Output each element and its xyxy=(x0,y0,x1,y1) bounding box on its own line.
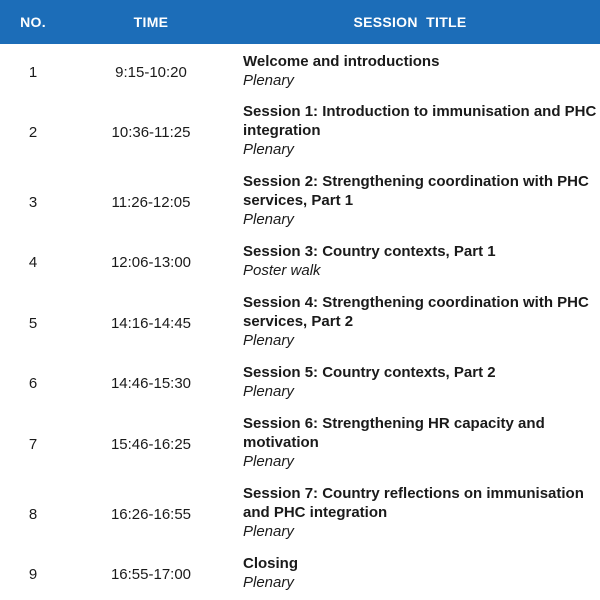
row-time: 14:46-15:30 xyxy=(110,374,192,392)
session-title: Session 3: Country contexts, Part 1 xyxy=(243,243,496,260)
table-row xyxy=(0,484,600,544)
session-format: Plenary xyxy=(243,72,294,89)
row-number: 1 xyxy=(28,63,38,81)
row-session xyxy=(236,172,600,232)
header-session-title: SESSION TITLE xyxy=(353,14,467,30)
session-title: Closing xyxy=(243,555,298,572)
table-row xyxy=(0,52,600,92)
row-number: 6 xyxy=(28,374,38,392)
row-number: 2 xyxy=(28,123,38,141)
row-time: 14:16-14:45 xyxy=(110,314,192,332)
session-title: Welcome and introductions xyxy=(243,53,440,70)
table-row xyxy=(0,102,600,162)
row-session xyxy=(236,242,600,282)
session-format: Plenary xyxy=(243,574,294,591)
session-format: Plenary xyxy=(243,383,294,400)
row-time: 9:15-10:20 xyxy=(115,63,187,81)
session-title: Session 6: Strengthening HR capacity and motivation xyxy=(243,415,545,451)
row-number: 9 xyxy=(28,565,38,583)
table-row xyxy=(0,293,600,353)
row-session xyxy=(236,52,600,92)
table-row xyxy=(0,414,600,474)
row-number: 7 xyxy=(28,435,38,453)
session-format: Poster walk xyxy=(243,262,321,279)
row-time: 11:26-12:05 xyxy=(111,193,191,211)
table-row xyxy=(0,172,600,232)
table-row xyxy=(0,363,600,403)
row-number: 8 xyxy=(28,505,38,523)
row-session xyxy=(236,484,600,544)
row-session xyxy=(236,554,600,594)
session-title: Session 7: Country reflections on immunisation and PHC integration xyxy=(243,485,584,521)
session-format: Plenary xyxy=(243,211,294,228)
session-format: Plenary xyxy=(243,523,294,540)
session-format: Plenary xyxy=(243,141,294,158)
session-title: Session 5: Country contexts, Part 2 xyxy=(243,364,496,381)
row-session xyxy=(236,414,600,474)
session-format: Plenary xyxy=(243,453,294,470)
session-title: Session 1: Introduction to immunisation and PHC integration xyxy=(243,103,597,139)
row-session xyxy=(236,293,600,353)
row-time: 15:46-16:25 xyxy=(110,435,192,453)
row-number: 5 xyxy=(28,314,38,332)
table-row xyxy=(0,554,600,594)
header-time: TIME xyxy=(133,14,169,30)
row-number: 4 xyxy=(28,253,38,271)
row-time: 10:36-11:25 xyxy=(111,123,191,141)
row-session xyxy=(236,102,600,162)
row-time: 12:06-13:00 xyxy=(110,253,192,271)
row-session xyxy=(236,363,600,403)
table-header xyxy=(0,0,600,44)
row-time: 16:26-16:55 xyxy=(110,505,192,523)
session-title: Session 2: Strengthening coordination with PHC services, Part 1 xyxy=(243,173,589,209)
header-no: NO. xyxy=(20,14,46,30)
session-format: Plenary xyxy=(243,332,294,349)
session-title: Session 4: Strengthening coordination with PHC services, Part 2 xyxy=(243,294,589,330)
row-number: 3 xyxy=(28,193,38,211)
table-row xyxy=(0,242,600,282)
row-time: 16:55-17:00 xyxy=(110,565,192,583)
